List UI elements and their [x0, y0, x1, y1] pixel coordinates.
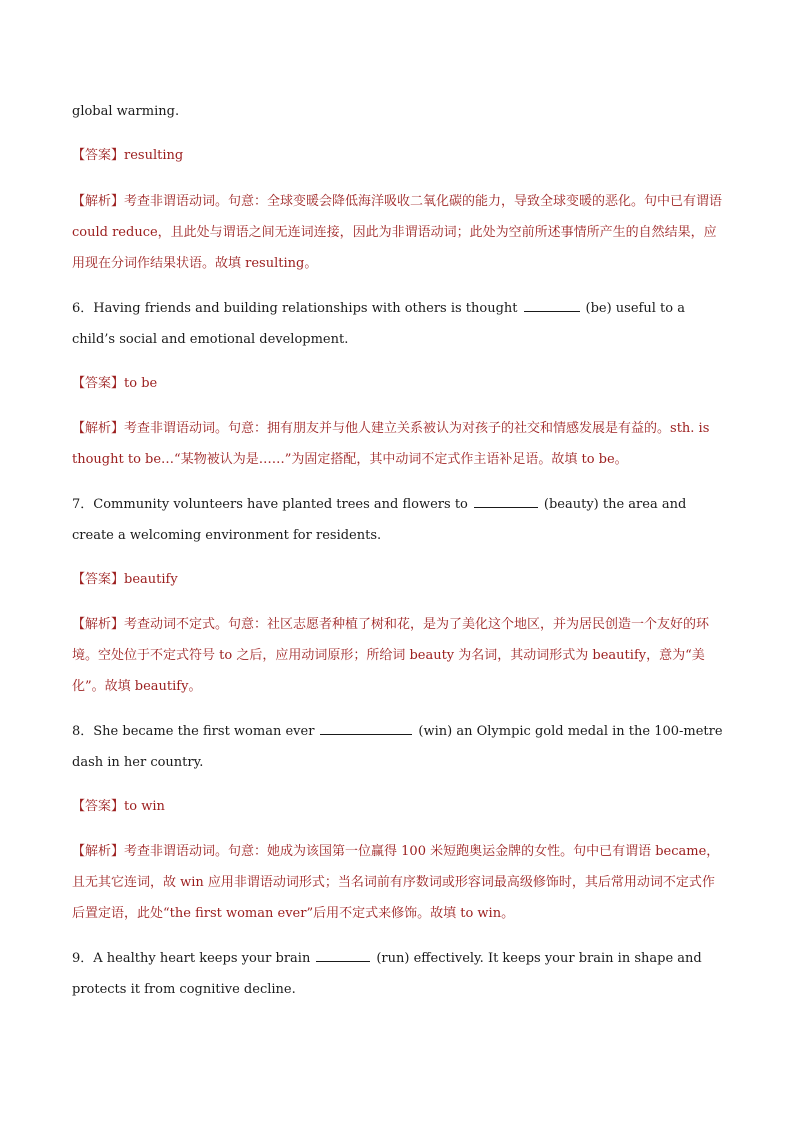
question-6: [72, 293, 724, 355]
question-5-tail: [72, 96, 724, 127]
answer-text: to be: [124, 376, 158, 391]
answer-blank: [316, 947, 370, 962]
answer-text: beautify: [124, 572, 178, 587]
answer-8: [72, 791, 724, 822]
answer-blank: [524, 297, 580, 312]
question-number: 7．: [72, 497, 94, 512]
question-text-after: (be) useful to a child’s social and emotional development.: [72, 301, 685, 347]
analysis-text: 考查动词不定式。句意：社区志愿者种植了树和花，是为了美化这个地区，并为居民创造一个友好的环境。空处位于不定式符号 to 之后，应用动词原形；所给词 beauty 为名词，其动词形式为 beautify，意为“美化”。故填 beautify。: [72, 617, 710, 694]
analysis-text: 考查非谓语动词。句意：全球变暖会降低海洋吸收二氧化碳的能力，导致全球变暖的恶化。句中已有谓语 could reduce，且此处与谓语之间无连词连接，因此为非谓语动词；此处为空前所述事情所产生的自然结果，应用现在分词作结果状语。故填 resulting。: [72, 194, 723, 271]
analysis-8: [72, 836, 724, 929]
answer-tag: 【答案】: [72, 572, 125, 587]
answer-tag: 【答案】: [72, 799, 125, 814]
answer-blank: [320, 720, 412, 735]
question-9: [72, 943, 724, 1005]
question-text-after: (run) effectively. It keeps your brain in shape and protects it from cognitive decline.: [72, 951, 702, 997]
question-text-before: Having friends and building relationships with others is thought: [93, 301, 518, 316]
question-8: [72, 716, 724, 778]
answer-7: [72, 564, 724, 595]
analysis-tag: 【解析】: [72, 194, 125, 209]
analysis-5: [72, 186, 724, 279]
answer-text: resulting: [124, 148, 184, 163]
analysis-tag: 【解析】: [72, 844, 125, 859]
analysis-6: [72, 413, 724, 475]
answer-tag: 【答案】: [72, 376, 125, 391]
question-number: 6．: [72, 301, 94, 316]
question-7: [72, 489, 724, 551]
answer-tag: 【答案】: [72, 148, 125, 163]
analysis-tag: 【解析】: [72, 617, 125, 632]
question-text-after: (win) an Olympic gold medal in the 100-metre dash in her country.: [72, 724, 723, 770]
answer-5: [72, 140, 724, 171]
question-text-before: A healthy heart keeps your brain: [93, 951, 311, 966]
analysis-tag: 【解析】: [72, 421, 125, 436]
question-text-before: She became the first woman ever: [93, 724, 315, 739]
answer-text: to win: [124, 799, 165, 814]
analysis-text: 考查非谓语动词。句意：拥有朋友并与他人建立关系被认为对孩子的社交和情感发展是有益的。sth. is thought to be…“某物被认为是……”为固定搭配，其中动词不定式作主语补足语。故填 to be。: [72, 421, 710, 467]
answer-6: [72, 368, 724, 399]
question-number: 9．: [72, 951, 94, 966]
question-tail-text: global warming.: [72, 104, 180, 119]
question-number: 8．: [72, 724, 94, 739]
analysis-text: 考查非谓语动词。句意：她成为该国第一位赢得 100 米短跑奥运金牌的女性。句中已有谓语 became，且无其它连词，故 win 应用非谓语动词形式；当名词前有序数词或形容词最高级修饰时，其后常用动词不定式作后置定语，此处“the first woman ever”后用不定式来修饰。故填 to win。: [72, 844, 720, 921]
answer-blank: [474, 493, 538, 508]
question-text-after: (beauty) the area and create a welcoming environment for residents.: [72, 497, 687, 543]
analysis-7: [72, 609, 724, 702]
question-text-before: Community volunteers have planted trees and flowers to: [93, 497, 468, 512]
